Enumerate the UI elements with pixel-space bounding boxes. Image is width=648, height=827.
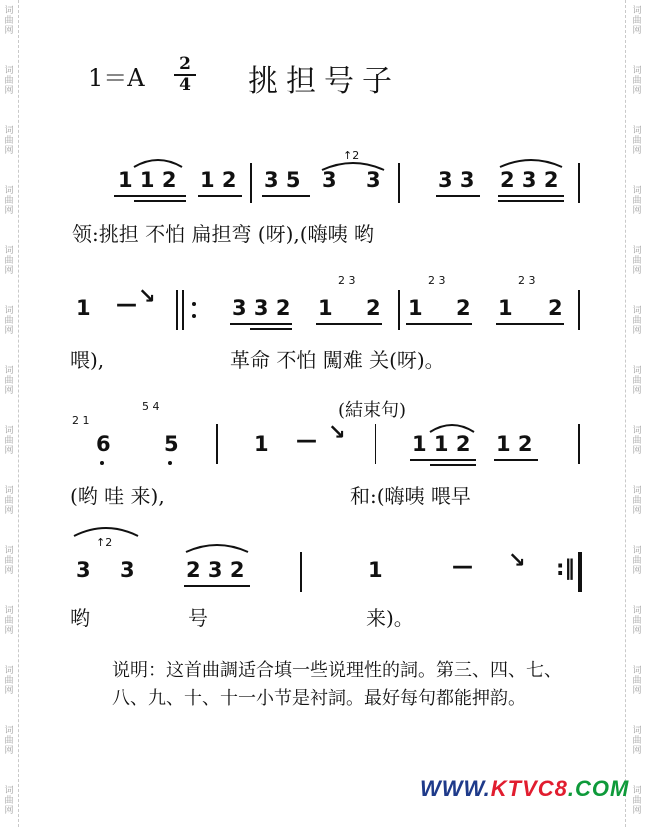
watermark-mark: 词 曲 网: [4, 6, 14, 36]
watermark-mark: 词 曲 网: [632, 366, 642, 396]
note: 1: [368, 558, 383, 582]
watermark-mark: 词 曲 网: [4, 366, 14, 396]
lyric-line: 喂),: [70, 348, 105, 372]
watermark-mark: 词 曲 网: [4, 486, 14, 516]
note: 1: [408, 296, 423, 320]
time-top: 2: [179, 54, 191, 74]
watermark-mark: 词 曲 网: [4, 66, 14, 96]
note: 6: [96, 432, 111, 456]
slur: [428, 420, 476, 434]
note-group: 1 2: [200, 168, 237, 192]
watermark-mark: 词 曲 网: [4, 186, 14, 216]
slur: [498, 155, 564, 169]
watermark-mark: 词 曲 网: [4, 306, 14, 336]
note: 1: [498, 296, 513, 320]
lyric-line: 和:(嗨咦 喂早: [350, 484, 471, 508]
lyric-line: 领:挑担 不怕 扁担弯 (呀),(嗨咦 哟: [72, 222, 374, 246]
arrow-mark: ↘: [138, 284, 156, 308]
dash: —: [452, 554, 473, 578]
arrow-mark: ↘: [508, 548, 526, 572]
note: 1: [254, 432, 269, 456]
watermark-mark: 词 曲 网: [4, 426, 14, 456]
lyric-line: 革命 不怕 闖难 关(呀)。: [230, 348, 445, 372]
explanation-text: 说明：这首曲調适合填一些说理性的詞。第三、四、七、八、九、十、十一小节是衬詞。最好每句都能押韵。: [112, 660, 562, 709]
time-signature: [174, 56, 196, 94]
watermark-mark: 词 曲 网: [4, 666, 14, 696]
watermark-mark: 词 曲 网: [632, 6, 642, 36]
lyric-line: 哟: [70, 606, 90, 630]
lyric-line: 来)。: [366, 606, 414, 630]
note-group: 2 3 2: [186, 558, 245, 582]
note: 1: [318, 296, 333, 320]
ending-label: (結束句): [338, 400, 407, 421]
watermark-mark: 词 曲 网: [4, 126, 14, 156]
arrow-mark: ↘: [328, 420, 346, 444]
note: 2: [456, 296, 471, 320]
watermark-mark: 词 曲 网: [632, 186, 642, 216]
slur: [184, 540, 250, 554]
slur: [132, 155, 184, 169]
watermark-mark: 词 曲 网: [632, 606, 642, 636]
watermark-mark: 词 曲 网: [4, 546, 14, 576]
grace-note: 2 1: [72, 414, 90, 427]
note: 3: [120, 558, 135, 582]
watermark-mark: 词 曲 网: [632, 486, 642, 516]
grace-note: 2 3: [338, 274, 356, 287]
watermark-mark: 词 曲 网: [632, 66, 642, 96]
note: 1: [76, 296, 91, 320]
slur: [72, 522, 140, 538]
watermark-mark: 词 曲 网: [632, 246, 642, 276]
time-bottom: 4: [179, 75, 191, 95]
note-group: 1 1 2: [412, 432, 471, 456]
lyric-line: (哟 哇 来),: [70, 484, 165, 508]
note-group: 3 3 2: [232, 296, 291, 320]
final-repeat: :‖: [556, 556, 575, 580]
note: 5: [164, 432, 179, 456]
note-group: 2 3 2: [500, 168, 559, 192]
grace-note: 2 3: [518, 274, 536, 287]
grace-note: 5 4: [142, 400, 160, 413]
note: 3: [76, 558, 91, 582]
watermark-mark: 词 曲 网: [632, 126, 642, 156]
note-group: 3 3: [438, 168, 475, 192]
note-group: 1 1 2: [118, 168, 177, 192]
watermark-mark: 词 曲 网: [4, 606, 14, 636]
watermark-mark: 词 曲 网: [4, 246, 14, 276]
note-group: 3 5: [264, 168, 301, 192]
watermark-mark: 词 曲 网: [632, 306, 642, 336]
song-title: 挑担号子: [248, 64, 400, 99]
slur: [320, 158, 386, 172]
note-group: 1 2: [496, 432, 533, 456]
dash: —: [296, 428, 317, 452]
grace-note: 2 3: [428, 274, 446, 287]
watermark-mark: 词 曲 网: [632, 546, 642, 576]
key-signature: 1＝A: [88, 64, 145, 92]
note: 2: [548, 296, 563, 320]
right-watermark-strip: [625, 0, 648, 827]
watermark-mark: 词 曲 网: [632, 426, 642, 456]
watermark-mark: 词 曲 网: [632, 666, 642, 696]
watermark-mark: 词 曲 网: [632, 726, 642, 756]
grace-note: ↑2: [96, 536, 113, 549]
note: 3: [366, 168, 381, 192]
watermark-mark: 词 曲 网: [632, 786, 642, 816]
left-watermark-strip: [0, 0, 19, 827]
watermark-mark: 词 曲 网: [4, 786, 14, 816]
dash: —: [116, 292, 137, 316]
grace-note: ↑2: [343, 149, 360, 162]
note: 3: [322, 168, 337, 192]
note: 2: [366, 296, 381, 320]
website-logo: WWW.KTVC8.COM: [420, 776, 630, 801]
watermark-mark: 词 曲 网: [4, 726, 14, 756]
lyric-line: 号: [188, 606, 208, 630]
